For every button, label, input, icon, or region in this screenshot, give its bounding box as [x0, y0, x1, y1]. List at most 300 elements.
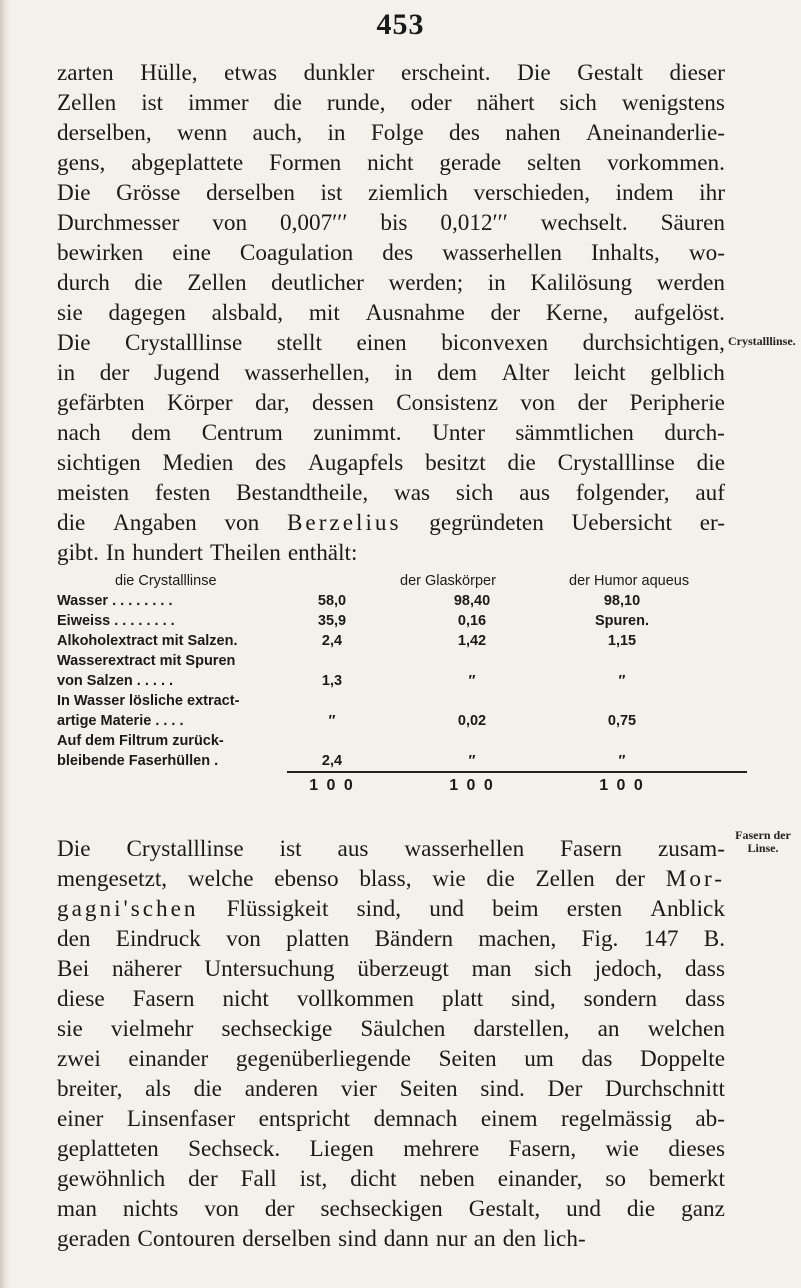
margin-note-crystalllinse: Crystalllinse.	[728, 334, 796, 348]
word: sechseckige	[221, 1016, 333, 1042]
text-line	[57, 538, 725, 568]
word: was	[394, 480, 431, 506]
word: Augapfels	[307, 450, 404, 476]
table-cell: 2,4	[321, 633, 343, 649]
text-line	[57, 178, 725, 208]
word: welche	[187, 866, 254, 892]
word: Theilen	[210, 540, 281, 566]
word: Gestalt,	[468, 1196, 541, 1222]
word: alsbald,	[211, 300, 284, 326]
word: derselben	[206, 180, 295, 206]
word: In	[105, 540, 126, 566]
word: selten	[527, 150, 582, 176]
word: dieses	[668, 1136, 725, 1162]
word: wie	[605, 1136, 639, 1162]
table-cell: ″	[618, 673, 626, 689]
word: derselben	[242, 1226, 332, 1252]
word: demnach	[373, 1106, 458, 1132]
word: Anblick	[650, 896, 725, 922]
word: breiter,	[57, 1076, 123, 1102]
word: das	[581, 1046, 613, 1072]
word: der	[99, 360, 130, 386]
word: Linsenfaser	[126, 1106, 236, 1132]
word: an	[597, 1016, 620, 1042]
word: in	[487, 270, 506, 296]
word: dann	[383, 1226, 429, 1252]
word: Contouren	[137, 1226, 236, 1252]
word: wenn	[176, 120, 228, 146]
word: geplatteten	[57, 1136, 159, 1162]
word: man	[471, 956, 512, 982]
word: die	[507, 450, 536, 476]
word: ebenso	[274, 866, 339, 892]
table-header: der Glaskörper	[400, 573, 496, 589]
word: Folge	[370, 120, 424, 146]
word: Zellen	[187, 270, 247, 296]
word: einander,	[497, 1166, 583, 1192]
word: mit	[308, 300, 340, 326]
word: besitzt	[425, 450, 486, 476]
word: ab-	[695, 1106, 725, 1132]
table-cell: 0,16	[457, 613, 487, 629]
word: Fasern	[560, 836, 622, 862]
word: Körper	[166, 390, 233, 416]
word: Säuren	[660, 210, 725, 236]
word: und	[566, 1196, 601, 1222]
word: auch,	[252, 120, 303, 146]
word: die	[486, 866, 515, 892]
word: näherer	[112, 956, 182, 982]
word: mengesetzt,	[57, 866, 168, 892]
text-line	[57, 924, 725, 954]
table-cell: 1,42	[457, 633, 487, 649]
word: neben	[419, 1166, 475, 1192]
word: sondern	[583, 986, 658, 1012]
word: nichts	[122, 1196, 179, 1222]
table-total: 1 0 0	[449, 777, 495, 794]
word: Die	[57, 836, 91, 862]
word: platten	[286, 926, 350, 952]
word: gagni'schen	[57, 896, 199, 922]
word: der	[264, 1196, 295, 1222]
table-cell: ″	[618, 753, 626, 769]
word: durch	[57, 270, 110, 296]
word: Doppelte	[640, 1046, 725, 1072]
word: man	[57, 1196, 97, 1222]
word: die	[57, 510, 86, 536]
word: die	[626, 1196, 656, 1222]
word: dass	[685, 956, 725, 982]
text-line	[57, 1044, 725, 1074]
word: dem	[131, 420, 172, 446]
word: sich	[559, 90, 597, 116]
row-label: Alkoholextract mit Salzen.	[57, 633, 238, 649]
text-line	[57, 984, 725, 1014]
word: ist,	[299, 1166, 328, 1192]
word: sie	[57, 1016, 83, 1042]
word: runde,	[326, 90, 386, 116]
word: um	[524, 1046, 554, 1072]
word: gelblich	[650, 360, 725, 386]
margin-note-fasern	[728, 829, 798, 855]
word: sind.	[480, 1076, 525, 1102]
text-line	[57, 418, 725, 448]
word: nach	[57, 420, 101, 446]
word: überzeugt	[357, 956, 449, 982]
paragraph-fasern	[57, 834, 725, 1254]
word: einem	[480, 1106, 538, 1132]
text-line	[57, 1104, 725, 1134]
word: Untersuchung	[204, 956, 335, 982]
word: gegenüberliegende	[235, 1046, 411, 1072]
word: des	[448, 120, 480, 146]
text-line	[57, 1164, 725, 1194]
word: dicht	[350, 1166, 397, 1192]
text-line	[57, 954, 725, 984]
word: entspricht	[258, 1106, 351, 1132]
text-line	[57, 478, 725, 508]
word: von	[520, 390, 556, 416]
word: in	[57, 360, 76, 386]
word: zunimmt.	[313, 420, 402, 446]
row-label: Auf dem Filtrum zurück-	[57, 733, 224, 749]
word: nur	[435, 1226, 467, 1252]
word: Sechseck.	[188, 1136, 281, 1162]
word: indem	[615, 180, 674, 206]
word: Peripherie	[629, 390, 725, 416]
word: meisten	[57, 480, 130, 506]
word: gibt.	[57, 540, 99, 566]
word: zwei	[57, 1046, 101, 1072]
word: gefärbten	[57, 390, 145, 416]
word: wie	[432, 866, 466, 892]
word: stellt	[276, 330, 322, 356]
text-line	[57, 268, 725, 298]
table-cell: 58,0	[317, 593, 347, 609]
table-total-rule	[287, 771, 747, 773]
word: Alter	[501, 360, 550, 386]
word: gens,	[57, 150, 106, 176]
text-line	[57, 1224, 725, 1254]
word: mehrere	[403, 1136, 480, 1162]
table-cell: Spuren.	[595, 613, 649, 629]
word: Aneinanderlie-	[585, 120, 725, 146]
word: 0,012′′′	[440, 210, 508, 236]
word: lich-	[543, 1226, 586, 1252]
word: dem	[437, 360, 478, 386]
text-line	[57, 88, 725, 118]
word: beim	[492, 896, 539, 922]
word: bis	[380, 210, 408, 236]
word: enthält:	[287, 540, 358, 566]
text-line	[57, 1134, 725, 1164]
word: sichtigen	[57, 450, 141, 476]
word: des	[255, 450, 287, 476]
text-line	[57, 58, 725, 88]
word: sämmtlichen	[515, 420, 634, 446]
table-cell: ″	[468, 753, 476, 769]
word: Säulchen	[360, 1016, 446, 1042]
word: bewirken	[57, 240, 144, 266]
text-line	[57, 148, 725, 178]
word: folgender,	[575, 480, 670, 506]
row-label: In Wasser lösliche extract-	[57, 693, 240, 709]
word: dunkler	[303, 60, 375, 86]
word: leicht	[574, 360, 626, 386]
page-edge	[0, 0, 10, 1288]
word: von	[226, 926, 261, 952]
word: biconvexen	[441, 330, 549, 356]
word: platt	[442, 986, 484, 1012]
word: auf	[695, 480, 725, 506]
word: erscheint.	[401, 60, 491, 86]
word: deutlicher	[271, 270, 364, 296]
word: vielmehr	[110, 1016, 194, 1042]
word: Bändern	[374, 926, 454, 952]
word: die	[273, 90, 302, 116]
table-cell: 98,40	[453, 593, 491, 609]
word: sie	[57, 300, 83, 326]
word: aus	[519, 480, 550, 506]
word: die	[134, 270, 163, 296]
word: sind,	[356, 896, 402, 922]
text-line	[57, 328, 725, 358]
table-cell: 2,4	[321, 753, 343, 769]
word: Zellen	[57, 90, 117, 116]
word: Fall	[240, 1166, 277, 1192]
word: abgeplattete	[131, 150, 244, 176]
word: zusam-	[657, 836, 725, 862]
word: B.	[703, 926, 725, 952]
word: oder	[410, 90, 452, 116]
word: in	[394, 360, 413, 386]
word: Medien	[162, 450, 234, 476]
word: der	[615, 866, 646, 892]
text-line	[57, 358, 725, 388]
word: den	[57, 926, 91, 952]
word: ist	[320, 180, 343, 206]
page-number: 453	[376, 8, 425, 41]
word: so	[605, 1166, 627, 1192]
table-cell: 1,3	[321, 673, 343, 689]
word: ziemlich	[368, 180, 448, 206]
text-line	[57, 238, 725, 268]
word: Seiten	[438, 1046, 497, 1072]
word: und	[429, 896, 464, 922]
word: Angaben	[113, 510, 197, 536]
word: Crystalllinse	[557, 450, 675, 476]
paragraph-crystalllinse	[57, 58, 725, 568]
word: hundert	[132, 540, 204, 566]
word: immer	[188, 90, 249, 116]
row-label: artige Materie . . . .	[57, 713, 184, 729]
word: dar,	[255, 390, 290, 416]
word: nähert	[476, 90, 535, 116]
word: Gestalt	[577, 60, 643, 86]
table-header: der Humor aqueus	[569, 573, 690, 589]
word: nicht	[222, 986, 269, 1012]
word: gerade	[439, 150, 502, 176]
table-cell: 35,9	[317, 613, 347, 629]
row-label: Wasserextract mit Spuren	[57, 653, 236, 669]
word: durchsichtigen,	[582, 330, 725, 356]
word: in	[327, 120, 346, 146]
word: aufgelöst.	[634, 300, 725, 326]
word: Hülle,	[140, 60, 198, 86]
word: wenigstens	[621, 90, 725, 116]
word: Crystalllinse	[125, 330, 243, 356]
word: des	[382, 240, 414, 266]
word: Berzelius	[286, 510, 402, 536]
word: Coagulation	[239, 240, 354, 266]
text-line	[57, 298, 725, 328]
row-label: Wasser . . . . . . . .	[57, 593, 173, 609]
word: Crystalllinse	[126, 836, 244, 862]
word: machen,	[478, 926, 557, 952]
word: Uebersicht	[571, 510, 672, 536]
word: Liegen	[309, 1136, 374, 1162]
word: diese	[57, 986, 105, 1012]
text-line	[57, 1194, 725, 1224]
word: wechselt.	[540, 210, 628, 236]
word: dagegen	[108, 300, 186, 326]
word: von	[212, 210, 248, 236]
word: einen	[356, 330, 407, 356]
table-cell: 1,15	[607, 633, 637, 649]
table-cell: ″	[328, 713, 336, 729]
word: sich	[455, 480, 494, 506]
word: Fasern,	[508, 1136, 577, 1162]
word: gegründeten	[429, 510, 544, 536]
word: Der	[547, 1076, 583, 1102]
table-cell: ″	[468, 673, 476, 689]
table-cell: 0,02	[457, 713, 487, 729]
word: 147	[643, 926, 679, 952]
word: Unter	[432, 420, 485, 446]
word: Centrum	[201, 420, 283, 446]
table-total: 1 0 0	[599, 777, 645, 794]
word: dass	[685, 986, 725, 1012]
word: an	[473, 1226, 496, 1252]
text-line	[57, 834, 725, 864]
word: als	[145, 1076, 171, 1102]
word: blass,	[359, 866, 412, 892]
word: anderen	[244, 1076, 319, 1102]
word: Flüssigkeit	[226, 896, 329, 922]
word: von	[224, 510, 260, 536]
word: der	[577, 390, 608, 416]
word: den	[502, 1226, 537, 1252]
text-line	[57, 1014, 725, 1044]
word: Consistenz	[396, 390, 498, 416]
word: wasserhellen	[442, 240, 562, 266]
word: nicht	[367, 150, 414, 176]
word: eine	[172, 240, 211, 266]
word: Eindruck	[115, 926, 201, 952]
word: durch-	[664, 420, 725, 446]
word: er-	[699, 510, 725, 536]
word: Inhalts,	[590, 240, 660, 266]
word: welchen	[647, 1016, 725, 1042]
text-line	[57, 894, 725, 924]
word: Mor-	[665, 866, 725, 892]
word: ihr	[699, 180, 725, 206]
word: jedoch,	[594, 956, 663, 982]
word: Fig.	[581, 926, 619, 952]
word: ersten	[566, 896, 623, 922]
word: 0,007′′′	[280, 210, 348, 236]
word: Die	[517, 60, 551, 86]
word: Jugend	[153, 360, 220, 386]
margin-note-fasern-line2: Linse.	[747, 841, 779, 855]
table-header: die Crystalllinse	[115, 573, 217, 589]
word: wo-	[688, 240, 725, 266]
text-line	[57, 508, 725, 538]
word: etwas	[224, 60, 277, 86]
word: ganz	[681, 1196, 725, 1222]
word: bemerkt	[648, 1166, 725, 1192]
word: Zellen	[535, 866, 595, 892]
word: einander	[128, 1046, 209, 1072]
word: wasserhellen,	[244, 360, 370, 386]
word: Durchmesser	[57, 210, 180, 236]
word: verschieden,	[473, 180, 591, 206]
word: Bestandtheile,	[236, 480, 369, 506]
word: Bei	[57, 956, 90, 982]
word: einer	[57, 1106, 104, 1132]
word: sechseckigen	[320, 1196, 443, 1222]
table-cell: 0,75	[607, 713, 637, 729]
word: werden;	[388, 270, 464, 296]
word: sind	[338, 1226, 377, 1252]
word: Kerne,	[545, 300, 609, 326]
word: ist	[279, 836, 302, 862]
word: derselben,	[57, 120, 152, 146]
word: vorkommen.	[607, 150, 725, 176]
row-label: bleibende Faserhüllen .	[57, 753, 219, 769]
table-total: 1 0 0	[309, 777, 355, 794]
table-cell: 98,10	[603, 593, 641, 609]
text-line	[57, 118, 725, 148]
text-line	[57, 208, 725, 238]
word: Formen	[269, 150, 342, 176]
word: sich	[534, 956, 572, 982]
word: von	[204, 1196, 239, 1222]
word: Kalilösung	[530, 270, 633, 296]
word: Die	[57, 180, 91, 206]
word: regelmässig	[561, 1106, 672, 1132]
text-line	[57, 864, 725, 894]
word: Die	[57, 330, 91, 356]
word: nahen	[505, 120, 561, 146]
word: die	[696, 450, 725, 476]
word: zarten	[57, 60, 114, 86]
margin-note-fasern-line1: Fasern der	[735, 828, 791, 842]
word: Ausnahme	[365, 300, 465, 326]
text-line	[57, 448, 725, 478]
word: ist	[141, 90, 164, 116]
text-line	[57, 1074, 725, 1104]
word: darstellen,	[473, 1016, 570, 1042]
word: vier	[340, 1076, 377, 1102]
word: Fasern	[132, 986, 195, 1012]
word: aus	[337, 836, 369, 862]
word: der	[490, 300, 521, 326]
word: werden	[656, 270, 725, 296]
word: der	[188, 1166, 218, 1192]
word: Seiten	[399, 1076, 458, 1102]
word: wasserhellen	[404, 836, 525, 862]
